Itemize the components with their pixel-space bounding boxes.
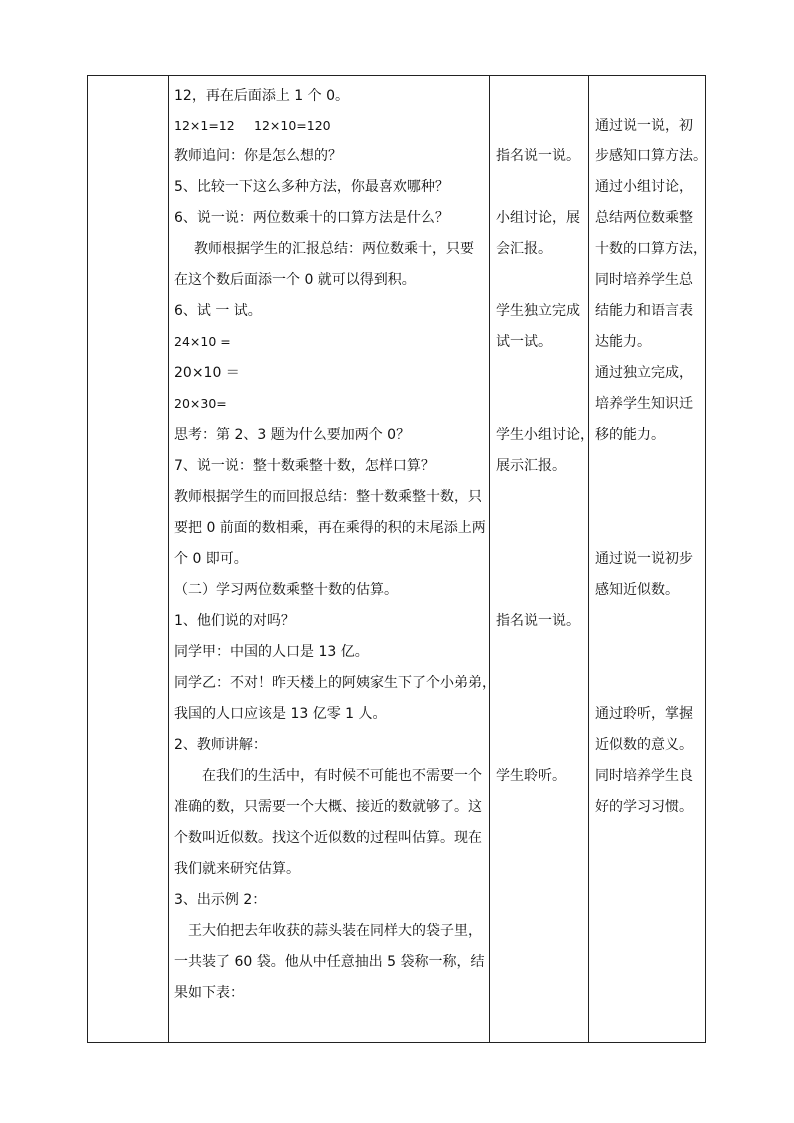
content-line: 要把 0 前面的数相乘，再在乘得的积的末尾添上两 <box>174 520 486 536</box>
purpose-line: 步感知口算方法。 <box>595 148 707 164</box>
content-line: 6、试 一 试。 <box>174 303 262 319</box>
content-line: 一共装了 60 袋。他从中任意抽出 5 袋称一称，结 <box>174 954 485 970</box>
content-line: 20×30= <box>174 396 227 411</box>
purpose-line: 近似数的意义。 <box>595 737 693 753</box>
content-line: 准确的数，只需要一个大概、接近的数就够了。这 <box>174 799 482 815</box>
content-line: 12×1=12 <box>174 118 235 133</box>
content-line: 果如下表： <box>174 985 244 1001</box>
purpose-line: 通过说一说，初 <box>595 118 693 134</box>
content-line: 教师根据学生的汇报总结：两位数乘十，只要 <box>194 241 474 257</box>
purpose-line: 达能力。 <box>595 334 651 350</box>
content-line: 同学甲：中国的人口是 13 亿。 <box>174 644 369 660</box>
content-line: 12×10=120 <box>254 118 331 133</box>
column-divider <box>168 76 169 1042</box>
purpose-line: 通过独立完成， <box>595 365 693 381</box>
lesson-table <box>87 75 706 1043</box>
activity-line: 小组讨论，展 <box>496 210 580 226</box>
content-line: 3、出示例 2： <box>174 892 267 908</box>
content-line: 6、说一说：两位数乘十的口算方法是什么？ <box>174 210 449 226</box>
purpose-line: 结能力和语言表 <box>595 303 693 319</box>
activity-line: 指名说一说。 <box>496 148 580 164</box>
purpose-line: 十数的口算方法， <box>595 241 707 257</box>
purpose-line: 移的能力。 <box>595 427 665 443</box>
content-line: 1、他们说的对吗？ <box>174 613 295 629</box>
content-line: 12，再在后面添上 1 个 0。 <box>174 88 349 104</box>
content-line: 王大伯把去年收获的蒜头装在同样大的袋子里， <box>188 923 482 939</box>
content-line: 在我们的生活中，有时候不可能也不需要一个 <box>202 768 482 784</box>
purpose-line: 感知近似数。 <box>595 582 679 598</box>
content-line: 7、说一说：整十数乘整十数，怎样口算？ <box>174 458 435 474</box>
content-line: 思考：第 2、3 题为什么要加两个 0？ <box>174 427 411 443</box>
activity-line: 学生小组讨论， <box>496 427 594 443</box>
purpose-line: 同时培养学生良 <box>595 768 693 784</box>
purpose-line: 通过聆听，掌握 <box>595 706 693 722</box>
activity-line: 指名说一说。 <box>496 613 580 629</box>
content-line: 个数叫近似数。找这个近似数的过程叫估算。现在 <box>174 830 482 846</box>
content-line: 20×10 ＝ <box>174 365 240 381</box>
content-line: 在这个数后面添一个 0 就可以得到积。 <box>174 272 416 288</box>
content-line: 教师追问：你是怎么想的？ <box>174 148 342 164</box>
content-line: 教师根据学生的而回报总结：整十数乘整十数，只 <box>174 489 482 505</box>
purpose-line: 通过说一说初步 <box>595 551 693 567</box>
content-line: 同学乙：不对！昨天楼上的阿姨家生下了个小弟弟， <box>174 675 496 691</box>
purpose-line: 好的学习习惯。 <box>595 799 693 815</box>
activity-line: 展示汇报。 <box>496 458 566 474</box>
content-line: 个 0 即可。 <box>174 551 248 567</box>
activity-line: 学生聆听。 <box>496 768 566 784</box>
content-line: （二）学习两位数乘整十数的估算。 <box>174 582 398 598</box>
purpose-line: 同时培养学生总 <box>595 272 693 288</box>
activity-line: 学生独立完成 <box>496 303 580 319</box>
column-divider <box>588 76 589 1042</box>
purpose-line: 通过小组讨论， <box>595 179 693 195</box>
column-divider <box>489 76 490 1042</box>
purpose-line: 总结两位数乘整 <box>595 210 693 226</box>
activity-line: 会汇报。 <box>496 241 552 257</box>
purpose-line: 培养学生知识迁 <box>595 396 693 412</box>
activity-line: 试一试。 <box>496 334 552 350</box>
content-line: 2、教师讲解： <box>174 737 267 753</box>
content-line: 我国的人口应该是 13 亿零 1 人。 <box>174 706 387 722</box>
content-line: 5、比较一下这么多种方法，你最喜欢哪种？ <box>174 179 449 195</box>
content-line: 我们就来研究估算。 <box>174 861 300 877</box>
content-line: 24×10 = <box>174 334 231 349</box>
